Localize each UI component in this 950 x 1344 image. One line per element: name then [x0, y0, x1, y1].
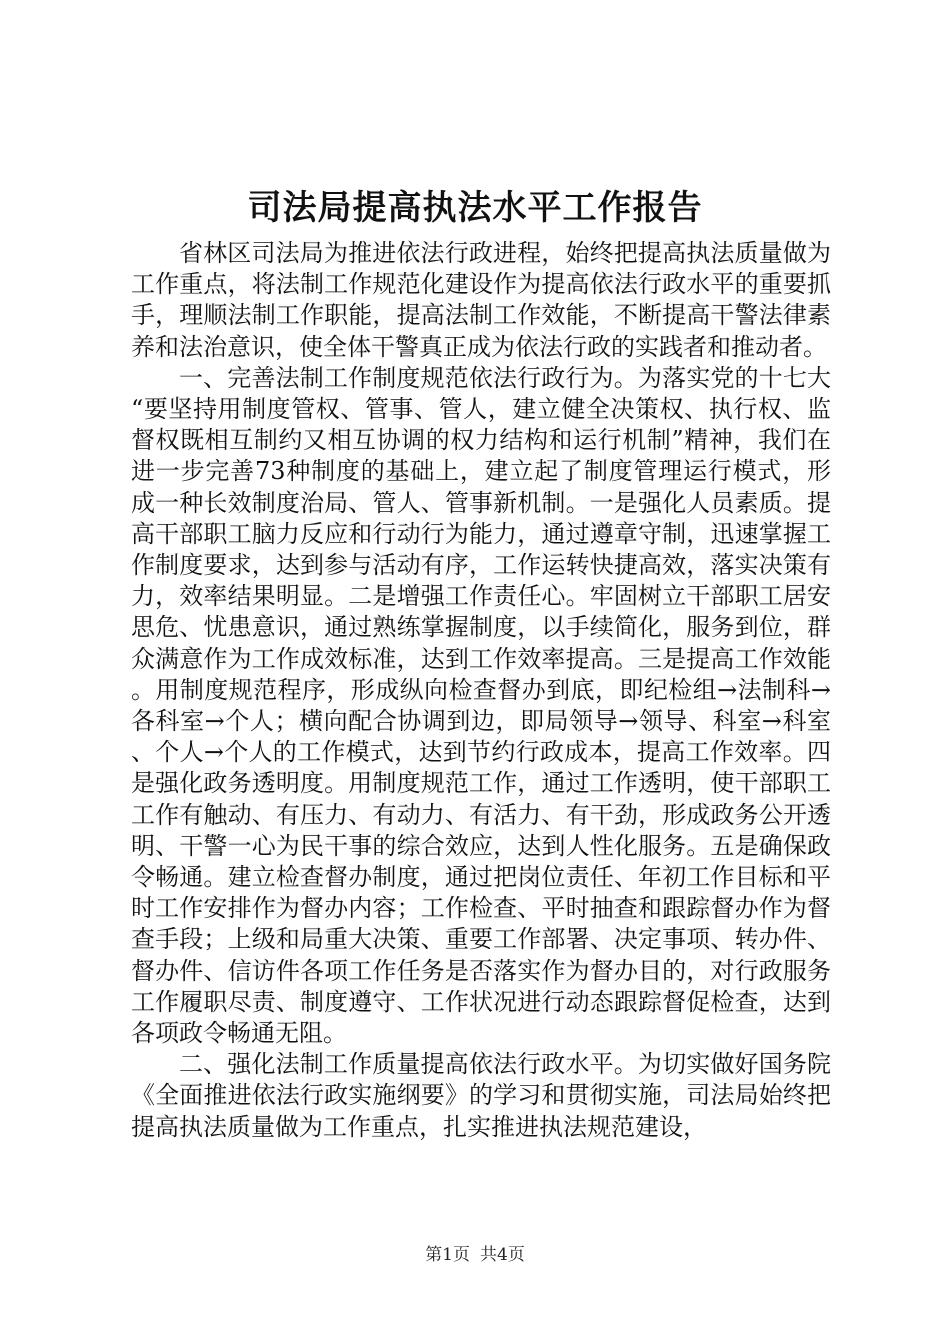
paragraph-section-one: 一、完善法制工作制度规范依法行政行为。为落实党的十七大“要坚持用制度管权、管事、管人，建立健全决策权、执行权、监督权既相互制约又相互协调的权力结构和运行机制”精神，我们在进一步完善73种制度的基础上，建立起了制度管理运行模式，形成一种长效制度治局、管人、管事新机制。一是强化人员素质。提高干部职工脑力反应和行动行为能力，通过遵章守制，迅速掌握工作制度要求，达到参与活动有序，工作运转快捷高效，落实决策有力，效率结果明显。二是增强工作责任心。牢固树立干部职工居安思危、忧患意识，通过熟练掌握制度，以手续简化，服务到位，群众满意作为工作成效标准，达到工作效率提高。三是提高工作效能。用制度规范程序，形成纵向检查督办到底，即纪检组→法制科→各科室→个人；横向配合协调到边，即局领导→领导、科室→科室、个人→个人的工作模式，达到节约行政成本，提高工作效率。四是强化政务透明度。用制度规范工作，通过工作透明，使干部职工工作有触动、有压力、有动力、有活力、有干劲，形成政务公开透明、干警一心为民干事的综合效应，达到人性化服务。五是确保政令畅通。建立检查督办制度，通过把岗位责任、年初工作目标和平时工作安排作为督办内容；工作检查、平时抽查和跟踪督办作为督查手段；上级和局重大决策、重要工作部署、决定事项、转办件、督办件、信访件各项工作任务是否落实作为督办目的，对行政服务工作履职尽责、制度遵守、工作状况进行动态跟踪督促检查，达到各项政令畅通无阻。 [131, 363, 831, 1048]
page-number: 第1页 [425, 1245, 470, 1265]
paragraph-intro: 省林区司法局为推进依法行政进程，始终把提高执法质量做为工作重点，将法制工作规范化建设作为提高依法行政水平的重要抓手，理顺法制工作职能，提高法制工作效能，不断提高干警法律素养和法治意识，使全体干警真正成为依法行政的实践者和推动者。 [131, 239, 831, 361]
page-title: 司法局提高执法水平工作报告 [247, 188, 703, 228]
paragraph-section-two: 二、强化法制工作质量提高依法行政水平。为切实做好国务院《全面推进依法行政实施纲要》的学习和贯彻实施，司法局始终把提高执法质量做为工作重点，扎实推进执法规范建设， [131, 1050, 831, 1141]
page-footer [0, 1243, 950, 1267]
document-body [131, 238, 831, 1143]
page-total: 共4页 [480, 1245, 525, 1265]
